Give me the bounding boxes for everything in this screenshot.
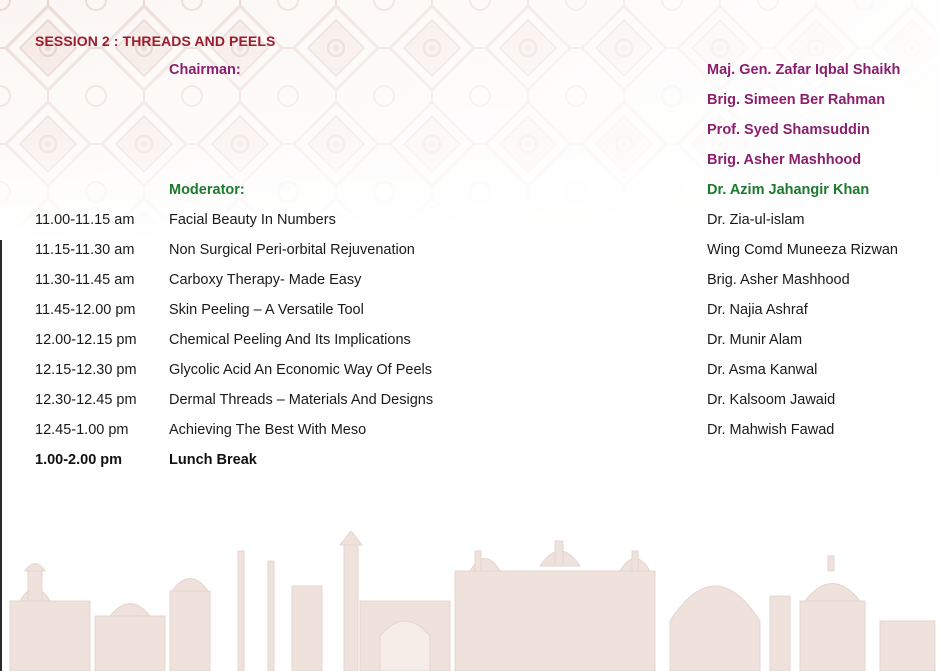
moderator-label: Moderator:	[169, 182, 245, 198]
schedule-time: 11.45-12.00 pm	[35, 302, 136, 318]
schedule-row	[0, 422, 940, 452]
schedule-time: 12.00-12.15 pm	[35, 332, 137, 348]
chairman-name: Brig. Asher Mashhood	[707, 152, 862, 168]
schedule-topic: Dermal Threads – Materials And Designs	[169, 392, 434, 408]
schedule-time: 12.45-1.00 pm	[35, 422, 129, 438]
schedule-topic: Carboxy Therapy- Made Easy	[169, 272, 362, 288]
moderator-row	[0, 182, 940, 212]
chairman-name: Prof. Syed Shamsuddin	[707, 122, 870, 138]
break-label: Lunch Break	[169, 452, 257, 468]
session-title: SESSION 2 : THREADS AND PEELS	[35, 33, 276, 49]
schedule-topic: Non Surgical Peri-orbital Rejuvenation	[169, 242, 415, 258]
moderator-name: Dr. Azim Jahangir Khan	[707, 182, 870, 198]
schedule-speaker: Dr. Munir Alam	[707, 332, 803, 348]
schedule-time: 12.15-12.30 pm	[35, 362, 137, 378]
schedule-time: 12.30-12.45 pm	[35, 392, 137, 408]
break-row	[0, 452, 940, 482]
schedule-topic: Glycolic Acid An Economic Way Of Peels	[169, 362, 432, 378]
chairman-row	[0, 152, 940, 182]
schedule-topic: Facial Beauty In Numbers	[169, 212, 336, 228]
schedule-topic: Achieving The Best With Meso	[169, 422, 367, 438]
schedule-speaker: Brig. Asher Mashhood	[707, 272, 850, 288]
chairman-row	[0, 92, 940, 122]
schedule-row	[0, 332, 940, 362]
chairman-name: Maj. Gen. Zafar Iqbal Shaikh	[707, 62, 901, 78]
schedule-time: 11.15-11.30 am	[35, 242, 135, 258]
chairman-label: Chairman:	[169, 62, 241, 78]
chairman-row	[0, 122, 940, 152]
schedule-speaker: Dr. Najia Ashraf	[707, 302, 808, 318]
schedule-speaker: Wing Comd Muneeza Rizwan	[707, 242, 898, 258]
schedule-speaker: Dr. Asma Kanwal	[707, 362, 818, 378]
chairman-row	[0, 62, 940, 92]
schedule-row	[0, 362, 940, 392]
schedule-topic: Chemical Peeling And Its Implications	[169, 332, 411, 348]
schedule-speaker: Dr. Zia-ul-islam	[707, 212, 805, 228]
schedule-speaker: Dr. Kalsoom Jawaid	[707, 392, 836, 408]
schedule-topic: Skin Peeling – A Versatile Tool	[169, 302, 364, 318]
break-time: 1.00-2.00 pm	[35, 452, 123, 468]
schedule-row	[0, 392, 940, 422]
chairman-name: Brig. Simeen Ber Rahman	[707, 92, 886, 108]
schedule-row	[0, 242, 940, 272]
schedule-row	[0, 212, 940, 242]
schedule-row	[0, 302, 940, 332]
schedule-speaker: Dr. Mahwish Fawad	[707, 422, 835, 438]
schedule-time: 11.00-11.15 am	[35, 212, 135, 228]
schedule-row	[0, 272, 940, 302]
schedule-time: 11.30-11.45 am	[35, 272, 135, 288]
